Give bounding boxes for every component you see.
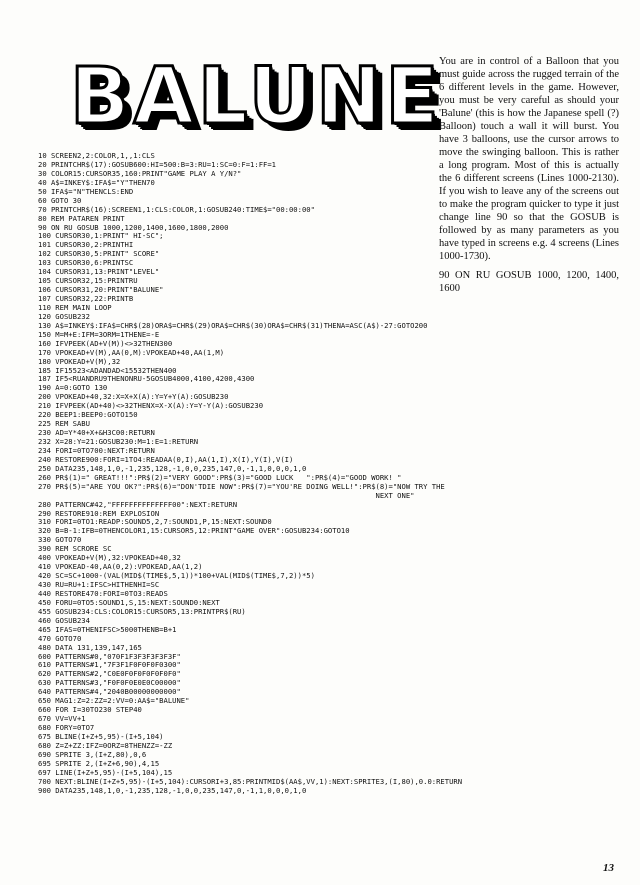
listing-line: 460 GOSUB234 bbox=[38, 615, 90, 625]
listing-line: 690 SPRITE 3,(I+Z,80),0,6 bbox=[38, 749, 147, 759]
title-text: BALUNE bbox=[70, 52, 443, 142]
intro-paragraph: You are in control of a Balloon that you must guide across the rugged terrain of the 6 different levels in the game. However, you must be very careful as should your 'Balune' (this is how the Japanese spell (?) Balloon) touch a wall it will burst. You have 3 balloons, use the cursor arrows to move the swinging balloon. This is rather a long program. Most of this is actually the 6 different screens (Lines 1000-2130). If you wish to leave any of the screens out to make the program quicker to type it just change line 90 so that the GOSUB is followed by as many parameters as you have typed in screens e.g. 4 screens (Lines 1000-1730). bbox=[439, 56, 619, 262]
listing-line: 640 PATTERNS#4,"2040B00000000000" bbox=[38, 687, 181, 697]
listing-line: 225 REM SABU bbox=[38, 419, 90, 429]
listing-line: 697 LINE(I+Z+5,95)-(I+5,104),15 bbox=[38, 767, 173, 777]
listing-line: 680 FORY=0TO7 bbox=[38, 723, 95, 732]
listing-line: 430 RU=RU+1:IFSC>HITHENHI=SC bbox=[38, 580, 160, 589]
listing-line: 630 PATTERNS#3,"F0F0F0E0E0C00000" bbox=[38, 678, 181, 688]
listing-line: 60 GOTO 30 bbox=[38, 195, 82, 205]
listing-line: 110 REM MAIN LOOP bbox=[38, 302, 112, 312]
listing-line: 660 FOR I=30TO230 STEP40 bbox=[38, 705, 142, 715]
listing-line: 187 IF5<RUANDRU9THENONRU-5GOSUB4000,4100,4200,4300 bbox=[38, 374, 255, 384]
listing-line: 200 VPOKEAD+40,32:X=X+X(A):Y=Y+Y(A):GOSUB230 bbox=[38, 392, 229, 402]
listing-line: 610 PATTERNS#1,"7F3F1F0F0F0F0300" bbox=[38, 660, 181, 670]
listing-line: 185 IF15523<ADANDAD<15532THEN400 bbox=[38, 365, 177, 375]
listing-line: 150 M=M+E:IFM=3ORM=1THENE=-E bbox=[38, 329, 160, 339]
listing-line: 40 A$=INKEY$:IFA$="Y"THEN70 bbox=[38, 177, 155, 187]
listing-line: 234 FORI=0TO700:NEXT:RETURN bbox=[38, 445, 155, 455]
listing-line: 680 Z=Z+ZZ:IFZ=0ORZ=8THENZZ=-ZZ bbox=[38, 740, 173, 750]
listing-line: NEXT ONE" bbox=[38, 490, 415, 500]
listing-line: 130 A$=INKEY$:IFA$=CHR$(28)ORA$=CHR$(29)ORA$=CHR$(30)ORA$=CHR$(31)THENA=ASC(A$)-27:GOTO200 bbox=[38, 320, 428, 330]
program-listing bbox=[38, 152, 638, 796]
listing-line: 240 RESTORE900:FORI=1TO4:READAA(0,I),AA(1,I),X(I),Y(I),V(I) bbox=[38, 454, 294, 464]
listing-line: 120 GOSUB232 bbox=[38, 311, 90, 321]
listing-line: 103 CURSOR30,6:PRINTSC bbox=[38, 258, 134, 268]
intro-example-line: 90 ON RU GOSUB 1000, 1200, 1400, 1600 bbox=[439, 270, 619, 294]
listing-line: 80 REM PATAREN PRINT bbox=[38, 213, 125, 223]
listing-line: 220 BEEP1:BEEP0:GOTO150 bbox=[38, 410, 138, 420]
listing-line: 700 NEXT:BLINE(I+Z+5,95)-(I+5,104):CURSORI+3,85:PRINTMID$(AA$,VV,1):NEXT:SPRITE3,(I,80),0.0:RETURN bbox=[38, 776, 463, 786]
listing-line: 50 IFA$="N"THENCLS:END bbox=[38, 186, 134, 196]
listing-line: 450 FORU=0TO5:SOUND1,S,15:NEXT:SOUND0:NEXT bbox=[38, 597, 220, 607]
listing-line: 440 RESTORE470:FORI=0TO3:READS bbox=[38, 588, 168, 598]
listing-line: 400 VPOKEAD+V(M),32:VPOKEAD+40,32 bbox=[38, 553, 181, 563]
listing-line: 470 GOTO70 bbox=[38, 633, 82, 643]
listing-line: 280 PATTERNC#42,"FFFFFFFFFFFFFF00":NEXT:RETURN bbox=[38, 499, 238, 509]
listing-line: 105 CURSOR32,15:PRINTRU bbox=[38, 276, 138, 286]
listing-line: 100 CURSOR30,1:PRINT" HI-SC"; bbox=[38, 231, 164, 241]
listing-line: 480 DATA 131,139,147,165 bbox=[38, 642, 142, 652]
listing-line: 230 AD=Y*40+X+&H3C00:RETURN bbox=[38, 428, 155, 438]
listing-line: 90 ON RU GOSUB 1000,1200,1400,1600,1800,2000 bbox=[38, 222, 229, 232]
listing-line: 390 REM SCRORE SC bbox=[38, 544, 112, 554]
listing-line: 232 X=28:Y=21:GOSUB230:M=1:E=1:RETURN bbox=[38, 437, 199, 446]
listing-line: 310 FORI=0TO1:READP:SOUND5,2,7:SOUND1,P,15:NEXT:SOUND0 bbox=[38, 517, 272, 527]
listing-line: 260 PR$(1)=" GREAT!!!":PR$(2)="VERY GOOD":PR$(3)="GOOD LUCK ":PR$(4)="GOOD WORK! " bbox=[38, 472, 402, 482]
listing-line: 620 PATTERNS#2,"C0E0F0F0F0F0F0F0" bbox=[38, 669, 181, 679]
listing-line: 320 B=B-1:IFB=0THENCOLOR1,15:CURSOR5,12:PRINT"GAME OVER":GOSUB234:GOTO10 bbox=[38, 526, 350, 536]
listing-line: 290 RESTORE910:REM EXPLOSION bbox=[38, 508, 160, 518]
listing-line: 190 A=0:GOTO 130 bbox=[38, 383, 108, 393]
listing-line: 210 IFVPEEK(AD+40)<>32THENX=X-X(A):Y=Y-Y(A):GOSUB230 bbox=[38, 401, 264, 411]
listing-line: 330 GOTO70 bbox=[38, 535, 82, 545]
listing-line: 695 SPRITE 2,(I+Z+6,90),4,15 bbox=[38, 758, 160, 768]
listing-line: 106 CURSOR31,20:PRINT"BALUNE" bbox=[38, 285, 164, 295]
listing-line: 170 VPOKEAD+V(M),AA(0,M):VPOKEAD+40,AA(1,M) bbox=[38, 347, 225, 357]
listing-line: 180 VPOKEAD+V(M),32 bbox=[38, 356, 121, 366]
listing-line: 900 DATA235,148,1,0,-1,235,128,-1,0,0,235,147,0,-1,1,0,0,0,1,0 bbox=[38, 785, 307, 795]
listing-line: 107 CURSOR32,22:PRINTB bbox=[38, 294, 134, 303]
listing-line: 670 VV=VV+1 bbox=[38, 714, 86, 724]
listing-line: 410 VPOKEAD-40,AA(0,2):VPOKEAD,AA(1,2) bbox=[38, 562, 203, 572]
listing-line: 250 DATA235,148,1,0,-1,235,128,-1,0,0,235,147,0,-1,1,0,0,0,1,0 bbox=[38, 463, 307, 473]
listing-line: 10 SCREEN2,2:COLOR,1,,1:CLS bbox=[38, 151, 155, 160]
listing-line: 30 COLOR15:CURSOR35,160:PRINT"GAME PLAY A Y/N?" bbox=[38, 168, 242, 178]
listing-line: 102 CURSOR30,5:PRINT" SCORE" bbox=[38, 249, 160, 259]
listing-line: 101 CURSOR30,2:PRINTHI bbox=[38, 240, 134, 250]
listing-line: 70 PRINTCHR$(16):SCREEN1,1:CLS:COLOR,1:GOSUB240:TIME$="00:00:00" bbox=[38, 204, 315, 214]
listing-line: 160 IFVPEEK(AD+V(M))<>32THEN300 bbox=[38, 338, 173, 348]
listing-line: 650 MAG1:Z=2:ZZ=2:VV=0:AA$="BALUNE" bbox=[38, 696, 190, 706]
listing-line: 675 BLINE(I+Z+5,95)-(I+5,104) bbox=[38, 731, 164, 741]
page-number: 13 bbox=[603, 862, 614, 874]
title-logo bbox=[70, 42, 443, 152]
listing-line: 104 CURSOR31,13:PRINT"LEVEL" bbox=[38, 267, 160, 277]
listing-line: 455 GOSUB234:CLS:COLOR15:CURSOR5,13:PRINTPR$(RU) bbox=[38, 606, 246, 616]
listing-line: 420 SC=SC+1000-(VAL(MID$(TIME$,5,1))*100+VAL(MID$(TIME$,7,2))*5) bbox=[38, 571, 315, 581]
listing-line: 600 PATTERNS#0,"070F1F3F3F3F3F3F" bbox=[38, 651, 181, 661]
listing-line: 20 PRINTCHR$(17):GOSUB600:HI=500:B=3:RU=1:SC=0:F=1:FF=1 bbox=[38, 159, 276, 169]
listing-line: 465 IFAS=0THENIFSC>5000THENB=B+1 bbox=[38, 624, 177, 634]
listing-line: 270 PR$(5)="ARE YOU OK?":PR$(6)="DON'TDIE NOW":PR$(7)="YOU'RE DOING WELL!":PR$(8)="NOW TRY THE bbox=[38, 481, 445, 491]
